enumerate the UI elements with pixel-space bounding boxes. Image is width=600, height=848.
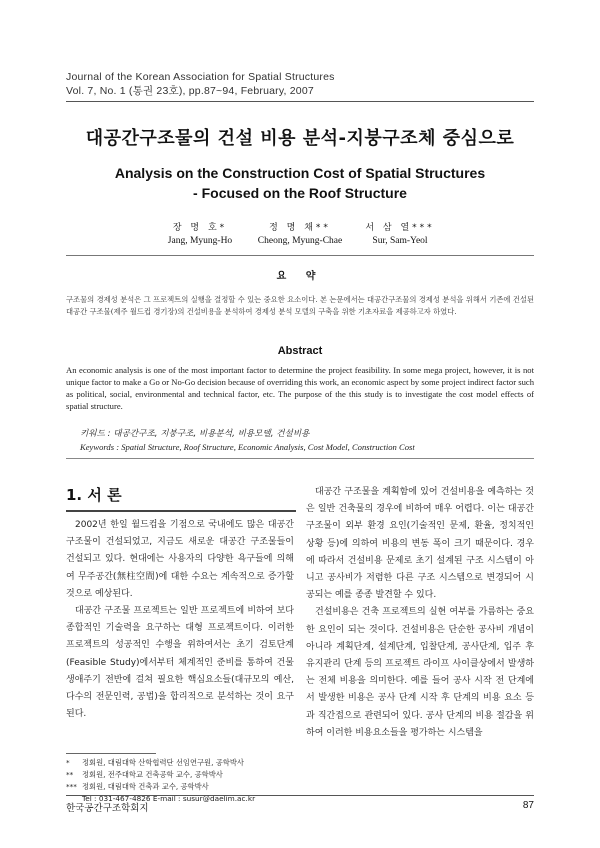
journal-title: Journal of the Korean Association for Spatial Structures <box>66 71 335 83</box>
footnote-rule <box>66 753 156 754</box>
footnote-mark: * <box>66 758 70 767</box>
author <box>350 220 450 246</box>
section-title: 1. 서 론 <box>66 486 122 504</box>
keywords-korean: 키워드 : 대공간구조, 지붕구조, 비용분석, 비용모델, 건설비용 <box>80 429 310 439</box>
header-rule <box>66 101 534 102</box>
author-list <box>150 220 450 246</box>
section-rule <box>66 255 534 256</box>
title-korean: 대공간구조물의 건설 비용 분석-지붕구조체 중심으로 <box>85 128 515 149</box>
author-name-korean: 서 삼 열*** <box>365 223 435 233</box>
footer-rule <box>66 795 534 796</box>
page-number: 87 <box>522 800 534 811</box>
title-english-line2: - Focused on the Roof Structure <box>193 185 407 201</box>
footnote-text: 정회원, 대림대학 산학협력단 선임연구원, 공학박사 <box>82 758 244 767</box>
title-english <box>0 163 600 203</box>
summary-text: 구조물의 경제성 분석은 그 프로젝트의 실행을 결정할 수 있는 중요한 요소이다. 본 논문에서는 대공간구조물의 경제성 분석을 위해서 기존에 건설된 대공간 구조물(제주 월드컵 경기장)의 건설비용을 분석하여 경제성 분석 모델의 구축을 위한 기초자료을 제공하고자 하였다. <box>66 295 534 316</box>
body-paragraph: 건설비용은 건축 프로젝트의 실현 여부를 가름하는 중요한 요인이 되는 것이다. 건설비용은 단순한 공사비 개념이 아니라 계획단계, 설계단계, 입찰단계, 공사단계, 입주 후 유지관리 단계 등의 프로젝트 라이프 사이클상에서 발생하는 전체 비용을 의미한다. 예를 들어 공사 시작 전 단계에서 발생한 비용은 공사 단계 시작 후 단계의 비용 요소 등과 직간접으로 관련되어 있다. 공사 단계의 비용 절감을 위하여 이러한 비용요소들을 평가하는 시스템을 <box>306 607 534 738</box>
abstract-heading: Abstract <box>277 345 323 357</box>
body-paragraph: 대공간 구조물을 계획함에 있어 건설비용을 예측하는 것은 일반 건축물의 경우에 비하여 매우 어렵다. 이는 대공간 구조물이 외부 환경 요인(기술적인 문제, 환율, 정치적인 상황 등)에 의하여 비용의 변동 폭이 크기 때문이다. 경우에 따라서 건설비용 문제로 초기 설계된 구조 시스템이 아니고 공사비가 저렴한 다른 구조 시스템으로 변경되어 시공되는 예를 종종 발견할 수 있다. <box>306 487 534 601</box>
author-name-english: Cheong, Myung-Chae <box>257 236 343 246</box>
footnote <box>66 757 255 769</box>
section-heading <box>66 484 296 512</box>
author-name-english: Sur, Sam-Yeol <box>372 236 428 246</box>
body-column-left <box>66 517 294 723</box>
contact-line: Tel : 031-467-4826 E-mail : susur@daelim.ac.kr <box>82 794 256 803</box>
footnote-text: 정회원, 대림대학 건축과 교수, 공학박사 <box>82 782 209 791</box>
author <box>250 220 350 246</box>
footnote <box>66 781 255 793</box>
footnote-mark: *** <box>66 782 77 791</box>
body-column-right <box>306 484 534 742</box>
title-english-line1: Analysis on the Construction Cost of Spatial Structures <box>114 165 486 181</box>
author-name-korean: 정 명 채** <box>269 223 331 233</box>
author <box>150 220 250 246</box>
summary-heading: 요 약 <box>276 271 324 282</box>
keywords-english: Keywords : Spatial Structure, Roof Structure, Economic Analysis, Cost Model, Construction Cost <box>80 442 415 452</box>
journal-volume: Vol. 7, No. 1 (통권 23호), pp.87~94, February, 2007 <box>66 85 314 97</box>
author-name-english: Jang, Myung-Ho <box>167 236 233 246</box>
keywords-rule <box>66 458 534 459</box>
body-paragraph: 대공간 구조물 프로젝트는 일반 프로젝트에 비하여 보다 종합적인 기술력을 요구하는 대형 프로젝트이다. 이러한 프로젝트의 성공적인 수행을 위하여서는 초기 검토단계(Feasible Study)에서부터 체계적인 준비를 통하여 건물 생애주기 전반에 걸쳐 필요한 핵심요소들(대규모의 예산, 다수의 전문인력, 공법)을 합리적으로 분석하는 것이 요구된다. <box>66 606 294 720</box>
section-heading-rule <box>66 510 296 512</box>
journal-header <box>66 70 335 98</box>
abstract-text: An economic analysis is one of the most important factor to determine the project feasibility. In some mega project, however, it is not unique factor to make a Go or No-Go decision because of overriding this work, an economic aspect by some project indirect factor such as political, social, environmental and technical factor, etc. The purpose of the this study is to investigate the cost model effects of spatial structure. <box>66 365 534 411</box>
footnote-mark: ** <box>66 770 74 779</box>
footnote <box>66 769 255 781</box>
body-paragraph: 2002년 한일 월드컵을 기점으로 국내에도 많은 대공간 구조물이 건설되었고, 지금도 새로운 대공간 구조물들이 건설되고 있다. 현대에는 사용자의 다양한 욕구들에 의해여 무주공간(無柱空間)에 대한 수요는 계속적으로 증가할 것으로 예상된다. <box>66 520 294 599</box>
author-name-korean: 장 명 호* <box>172 223 228 233</box>
footer-society: 한국공간구조학회지 <box>66 803 149 814</box>
footnotes <box>66 757 255 805</box>
footnote-text: 정회원, 전주대학교 건축공학 교수, 공학박사 <box>82 770 223 779</box>
